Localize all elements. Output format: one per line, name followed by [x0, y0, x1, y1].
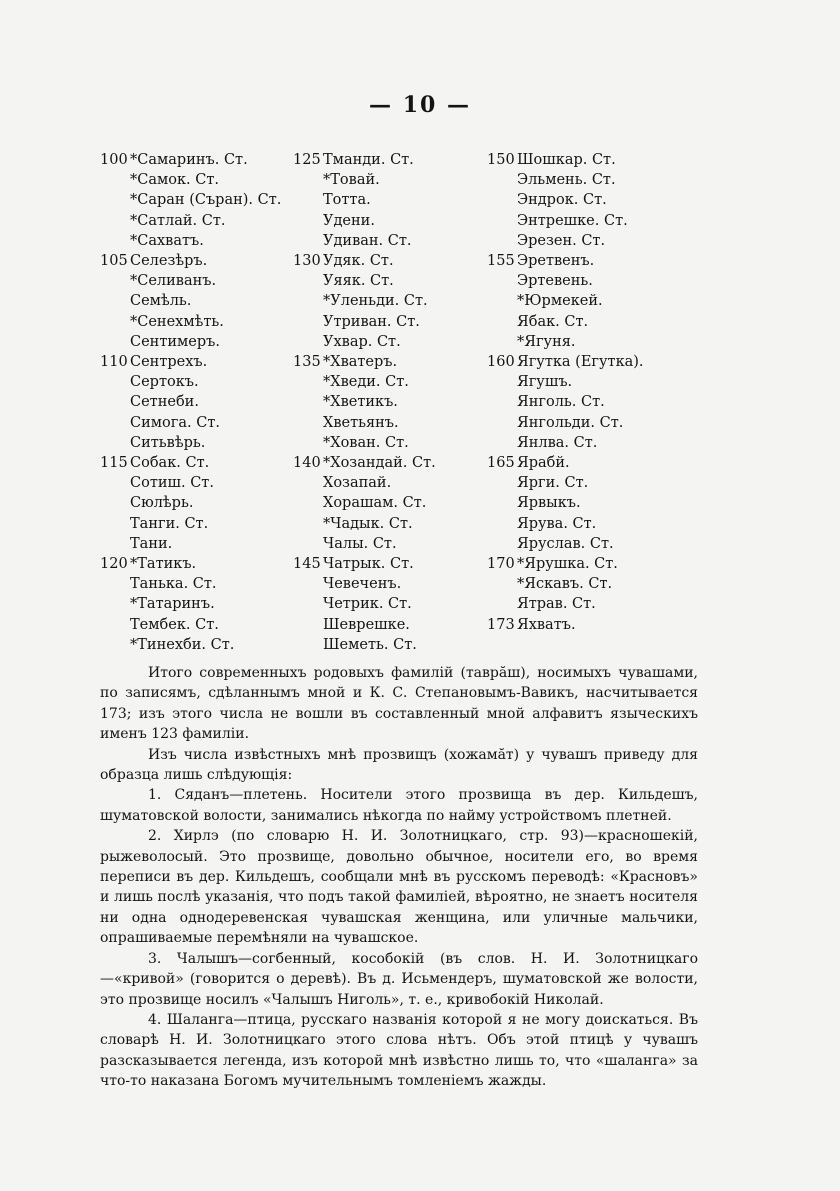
- entry-name: *Сатлай. Ст.: [130, 212, 226, 229]
- surname-entry: [487, 312, 697, 332]
- surname-entry: [487, 514, 697, 534]
- surname-entry: [487, 271, 697, 291]
- surname-entry: [100, 352, 290, 372]
- surname-entry: [293, 170, 483, 190]
- surname-entry: [293, 312, 483, 332]
- surname-entry: [100, 150, 290, 170]
- entry-number: 173: [487, 616, 515, 633]
- entry-name: Ярвыкъ.: [517, 495, 581, 512]
- paragraph: 3. Чалышъ—согбенный, кособокiй (въ слов. Н. И. Золотницкаго—«кривой» (говорится о деревѣ). Въ д. Исьмендеръ, шуматовской же волости, это прозвище носилъ «Чалышъ Ниголь», т. е., кривобокiй Николай.: [100, 950, 698, 1008]
- surname-entry: [100, 271, 290, 291]
- entry-name: Тани.: [130, 535, 173, 552]
- surname-entry: [487, 231, 697, 251]
- surname-entry: [487, 534, 697, 554]
- surname-entry: [487, 190, 697, 210]
- surname-entry: [293, 574, 483, 594]
- surname-entry: [487, 352, 697, 372]
- surname-entry: [487, 453, 697, 473]
- surname-entry: [487, 615, 697, 635]
- entry-name: Хветьянъ.: [323, 414, 399, 431]
- entry-name: *Уленьди. Ст.: [323, 293, 428, 310]
- entry-number: 100: [100, 152, 128, 168]
- surname-entry: [100, 190, 290, 210]
- surname-entry: [293, 554, 483, 574]
- entry-name: Собак. Ст.: [130, 455, 210, 472]
- paragraph: Итого современныхъ родовыхъ фамилiй (таврăш), носимыхъ чувашами, по записямъ, сдѣланнымъ мной и К. С. Степановымъ-Вавикъ, насчитывается 173; изъ этого числа не вошли въ составленный мной алфавитъ языческихъ именъ 123 фамилiи.: [100, 665, 698, 743]
- entry-number: 135: [293, 354, 321, 371]
- surname-entry: [487, 493, 697, 513]
- surname-entry: [487, 413, 697, 433]
- entry-number: 170: [487, 556, 515, 573]
- surname-entry: [100, 413, 290, 433]
- entry-name: Сентимеръ.: [130, 333, 221, 350]
- paragraph: 2. Хирлэ (по словарю Н. И. Золотницкаго, стр. 93)—красношекiй, рыжеволосый. Это прозвище, довольно обычное, носители его, во время переписи въ дер. Кильдешъ, сообщали мнѣ въ русскомъ переводѣ: «Красновъ» и лишь послѣ указанiя, что подъ такой фамилiей, вѣроятно, не знаетъ носителя ни одна однодеревенская чувашская женщина, или уличные мальчики, опрашиваемые перемѣняли на чувашское.: [100, 828, 698, 947]
- entry-name: *Хветикъ.: [323, 394, 398, 411]
- entry-number: 115: [100, 455, 128, 472]
- surname-entry: [100, 635, 290, 655]
- surname-entry: [487, 291, 697, 311]
- surname-entry: [100, 615, 290, 635]
- entry-name: Сетнеби.: [130, 394, 199, 411]
- entry-name: Сюлѣрь.: [130, 495, 194, 512]
- surname-entry: [293, 392, 483, 412]
- surname-entry: [293, 332, 483, 352]
- surname-entry: [100, 291, 290, 311]
- surname-entry: [100, 554, 290, 574]
- surname-entry: [100, 453, 290, 473]
- entry-name: Эретвенъ.: [517, 253, 595, 270]
- surname-column-1: [100, 150, 290, 655]
- entry-number: 125: [293, 152, 321, 168]
- entry-number: 140: [293, 455, 321, 472]
- surname-entry: [293, 211, 483, 231]
- entry-name: Янголь. Ст.: [517, 394, 605, 411]
- surname-entry: [487, 554, 697, 574]
- entry-number: 110: [100, 354, 128, 371]
- entry-name: Утриван. Ст.: [323, 313, 420, 330]
- entry-number: 105: [100, 253, 128, 270]
- entry-name: Энтрешке. Ст.: [517, 212, 628, 229]
- entry-name: Ябак. Ст.: [517, 313, 589, 330]
- surname-entry: [293, 514, 483, 534]
- entry-name: *Самок. Ст.: [130, 172, 220, 189]
- surname-entry: [487, 433, 697, 453]
- surname-entry: [293, 594, 483, 614]
- entry-name: Тманди. Ст.: [323, 152, 414, 168]
- entry-name: *Хватеръ.: [323, 354, 398, 371]
- entry-name: *Самаринъ. Ст.: [130, 152, 248, 168]
- surname-entry: [293, 493, 483, 513]
- entry-name: Эрезен. Ст.: [517, 232, 606, 249]
- entry-name: Ягушъ.: [517, 374, 573, 391]
- surname-entry: [293, 413, 483, 433]
- surname-entry: [293, 433, 483, 453]
- surname-entry: [293, 190, 483, 210]
- surname-entry: [100, 514, 290, 534]
- entry-name: Чалы. Ст.: [323, 535, 397, 552]
- entry-number: 130: [293, 253, 321, 270]
- entry-name: *Ягуня.: [517, 333, 576, 350]
- entry-name: Хозапай.: [323, 475, 392, 492]
- entry-name: Семѣль.: [130, 293, 192, 310]
- entry-name: Эльмень. Ст.: [517, 172, 616, 189]
- entry-number: 155: [487, 253, 515, 270]
- entry-name: Сентрехъ.: [130, 354, 208, 371]
- surname-entry: [293, 231, 483, 251]
- entry-name: Шошкар. Ст.: [517, 152, 616, 168]
- surname-entry: [487, 594, 697, 614]
- surname-column-2: [293, 150, 483, 655]
- surname-column-3: [487, 150, 697, 635]
- surname-entry: [100, 594, 290, 614]
- entry-name: Ятрав. Ст.: [517, 596, 596, 613]
- surname-entry: [293, 352, 483, 372]
- entry-name: Шеврешке.: [323, 616, 410, 633]
- page-number: — 10 —: [369, 92, 471, 118]
- entry-name: Четрик. Ст.: [323, 596, 412, 613]
- entry-name: *Татикъ.: [130, 556, 197, 573]
- surname-entry: [293, 251, 483, 271]
- entry-name: Ситьвѣрь.: [130, 434, 206, 451]
- surname-entry: [487, 150, 697, 170]
- entry-name: Ярги. Ст.: [517, 475, 589, 492]
- entry-name: Яруслав. Ст.: [517, 535, 614, 552]
- entry-name: Ярува. Ст.: [517, 515, 597, 532]
- entry-number: 120: [100, 556, 128, 573]
- entry-name: Ярабй.: [517, 455, 570, 472]
- surname-entry: [293, 291, 483, 311]
- entry-name: Тотта.: [323, 192, 371, 209]
- entry-name: Ухвар. Ст.: [323, 333, 401, 350]
- entry-name: Яхватъ.: [517, 616, 576, 633]
- entry-name: Селезѣръ.: [130, 253, 208, 270]
- surname-entry: [487, 332, 697, 352]
- surname-entry: [487, 251, 697, 271]
- surname-entry: [100, 433, 290, 453]
- surname-entry: [100, 231, 290, 251]
- paragraph: 4. Шаланга—птица, русскаго названiя которой я не могу доискаться. Въ словарѣ Н. И. Золотницкаго этого слова нѣтъ. Объ этой птицѣ у чувашъ разсказывается легенда, изъ которой мнѣ извѣстно лишь то, что «шаланга» за что-то наказана Богомъ мучительнымъ томленiемъ жажды.: [100, 1011, 698, 1090]
- entry-name: Янгольди. Ст.: [517, 414, 624, 431]
- entry-number: 165: [487, 455, 515, 472]
- surname-entry: [100, 392, 290, 412]
- entry-name: Шеметь. Ст.: [323, 636, 417, 653]
- entry-name: Сотиш. Ст.: [130, 475, 214, 492]
- entry-name: Танька. Ст.: [130, 576, 217, 593]
- paragraph: Изъ числа извѣстныхъ мнѣ прозвищъ (хожамăт) у чувашъ приведу для образца лишь слѣдующiя:: [100, 746, 698, 784]
- entry-name: *Яскавъ. Ст.: [517, 576, 613, 593]
- entry-number: 150: [487, 152, 515, 168]
- entry-name: Янлва. Ст.: [517, 434, 598, 451]
- surname-entry: [100, 493, 290, 513]
- surname-entry: [293, 150, 483, 170]
- entry-name: Симога. Ст.: [130, 414, 220, 431]
- surname-entry: [100, 211, 290, 231]
- surname-entry: [487, 392, 697, 412]
- surname-entry: [293, 473, 483, 493]
- entry-name: *Товай.: [323, 172, 380, 189]
- entry-name: Эртевень.: [517, 273, 593, 290]
- entry-name: Эндрок. Ст.: [517, 192, 607, 209]
- entry-name: *Юрмекей.: [517, 293, 603, 310]
- entry-name: Уяяк. Ст.: [323, 273, 394, 290]
- surname-entry: [293, 271, 483, 291]
- paragraph: 1. Сяданъ—плетень. Носители этого прозвища въ дер. Кильдешъ, шуматовской волости, занимались нѣкогда по найму устройствомъ плетней.: [100, 787, 698, 824]
- surname-entry: [100, 251, 290, 271]
- entry-name: Сертокъ.: [130, 374, 199, 391]
- surname-entry: [100, 372, 290, 392]
- body-text: [100, 663, 698, 1092]
- surname-entry: [487, 211, 697, 231]
- surname-entry: [100, 574, 290, 594]
- entry-name: *Саран (Съран). Ст.: [130, 192, 282, 209]
- surname-entry: [293, 453, 483, 473]
- surname-entry: [100, 332, 290, 352]
- entry-name: *Хозандай. Ст.: [323, 455, 436, 472]
- entry-name: Чевеченъ.: [323, 576, 402, 593]
- entry-name: *Ярушка. Ст.: [517, 556, 618, 573]
- entry-name: *Сахватъ.: [130, 232, 204, 249]
- entry-name: *Татаринъ.: [130, 596, 215, 613]
- surname-entry: [100, 473, 290, 493]
- surname-entry: [100, 534, 290, 554]
- entry-name: *Хведи. Ст.: [323, 374, 409, 391]
- entry-name: *Селиванъ.: [130, 273, 217, 290]
- entry-name: *Сенехмѣть.: [130, 313, 224, 330]
- entry-name: *Хован. Ст.: [323, 434, 409, 451]
- entry-name: Чатрык. Ст.: [323, 556, 414, 573]
- entry-name: *Тинехби. Ст.: [130, 636, 235, 653]
- surname-entry: [100, 170, 290, 190]
- entry-name: Удиван. Ст.: [323, 232, 412, 249]
- entry-number: 160: [487, 354, 515, 371]
- surname-entry: [487, 170, 697, 190]
- surname-entry: [293, 534, 483, 554]
- entry-name: Танги. Ст.: [130, 515, 209, 532]
- surname-entry: [100, 312, 290, 332]
- entry-name: Удени.: [323, 212, 375, 229]
- entry-name: Ягутка (Егутка).: [517, 354, 644, 371]
- surname-entry: [487, 372, 697, 392]
- entry-number: 145: [293, 556, 321, 573]
- surname-entry: [293, 615, 483, 635]
- surname-entry: [487, 574, 697, 594]
- entry-name: Хорашам. Ст.: [323, 495, 427, 512]
- surname-entry: [293, 372, 483, 392]
- entry-name: Удяк. Ст.: [323, 253, 394, 270]
- entry-name: Тембек. Ст.: [130, 616, 219, 633]
- surname-entry: [293, 635, 483, 655]
- entry-name: *Чадык. Ст.: [323, 515, 413, 532]
- surname-entry: [487, 473, 697, 493]
